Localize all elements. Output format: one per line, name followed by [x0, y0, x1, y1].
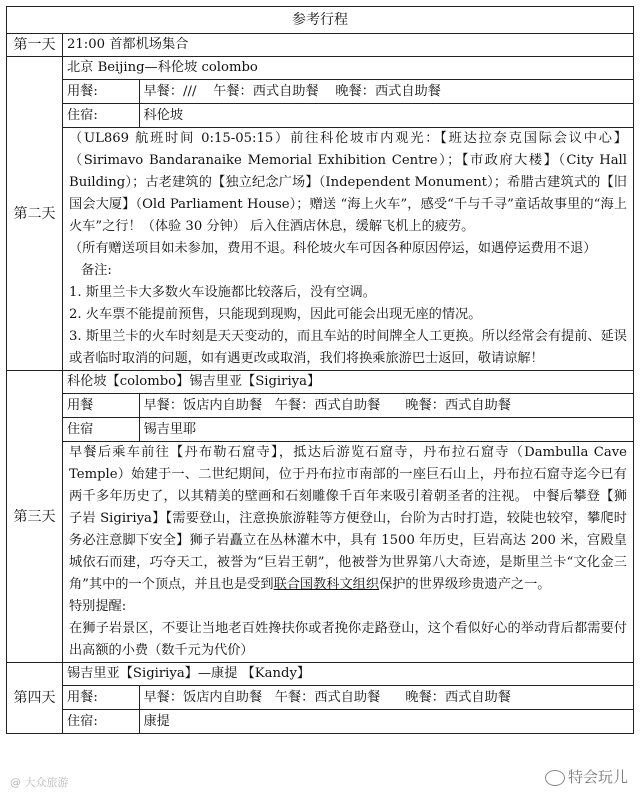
day2-meal-text: 早餐：/// 午餐：西式自助餐 晚餐：西式自助餐 — [143, 84, 441, 99]
day2-meal-label: 用餐: — [63, 80, 139, 104]
itinerary-page — [6, 6, 634, 734]
day3-stay-label: 住宿 — [63, 418, 139, 442]
day2-stay-text: 科伦坡 — [139, 104, 633, 128]
itinerary-title: 参考行程 — [7, 7, 634, 34]
day3-meal-text: 早餐：饭店内自助餐 午餐：西式自助餐 晚餐：西式自助餐 — [143, 398, 511, 413]
day3-tip-title: 特别提醒: — [69, 599, 127, 614]
day2-remark-item: 2. 火车票不能提前预售，只能现到现购，因此可能会出现无座的情况。 — [69, 307, 482, 322]
day4-meal-label: 用餐: — [63, 686, 139, 710]
day2-remark-title: 备注: — [81, 263, 112, 278]
weibo-watermark: @ 大众旅游 — [10, 776, 69, 789]
day2-stay-label: 住宿: — [63, 104, 139, 128]
day3-description — [69, 442, 627, 596]
day2-remark-item: 1. 斯里兰卡大多数火车设施都比较落后，没有空调。 — [69, 285, 376, 300]
day2-description: （UL869 航班时间 0:15-05:15）前往科伦坡市内观光：【班达拉奈克国际会议中心】（Sirimavo Bandaranaike Memorial Exhibition Centre）；【市政府大楼】（City Hall Building）；古老建筑的【独立纪念广场】（Independent Monument）；希腊古建筑式的【旧国会大厦】（Old Parliament House）；赠送 “海上火车”，感受“千与千寻”童话故事里的“海上火车”之行！（体验 30 分钟） 后入住酒店休息，缓解飞机上的疲劳。 — [69, 131, 627, 234]
day3-meal-label: 用餐 — [63, 394, 139, 418]
day4-meal-text: 早餐：饭店内自助餐 午餐：西式自助餐 晚餐：西式自助餐 — [143, 690, 511, 705]
wechat-watermark-text: 特会玩儿 — [567, 768, 628, 786]
day3-label: 第三天 — [7, 371, 63, 663]
day2-remark-item: 3. 斯里兰卡的火车时刻是天天变动的，而且车站的时间牌全人工更换。所以经常会有提前、延误或者临时取消的问题，如有遇更改或取消，我们将换乘旅游巴士返回，敬请谅解！ — [69, 329, 627, 366]
day2-details — [63, 128, 634, 371]
unesco-link[interactable]: 联合国教科文组织 — [273, 577, 380, 592]
day4-route: 锡吉里亚【Sigiriya】—康提 【Kandy】 — [63, 663, 634, 686]
day3-route: 科伦坡【colombo】锡吉里亚【Sigiriya】 — [63, 371, 634, 394]
day4-label: 第四天 — [7, 663, 63, 734]
day3-details — [63, 442, 634, 663]
day4-stay-label: 住宿: — [63, 710, 139, 734]
day4-meal-stay — [63, 686, 633, 733]
day2-meal-stay — [63, 80, 633, 127]
day1-text: 21:00 首都机场集合 — [63, 34, 634, 57]
day2-note: （所有赠送项目如未参加，费用不退。科伦坡火车可因各种原因停运，如遇停运费用不退） — [69, 241, 597, 256]
day3-desc-pre: 早餐后乘车前往【丹布勒石窟寺】，抵达后游览石窟寺，丹布拉石窟寺（Dambulla Cave Temple）始建于一、二世纪期间，位于丹布拉市南部的一座巨石山上，丹布拉石窟寺迄今已有两千多年历史了，以其精美的壁画和石刻雕像千百年来吸引着朝圣者的注视。 中餐后攀登【狮子岩 Sigiriya】【需要登山，注意换旅游鞋等方便登山，台阶为古时打造，较陡也较窄，攀爬时务必注意脚下安全】狮子岩矗立在丛林灌木中，具有 1500 年历史，巨岩高达 200 米，宫殿皇城依石而建，巧夺天工，被誉为“巨岩王朝”，他被誉为世界第八大奇迹，是斯里兰卡“文化金三角”其中的一个顶点，并且也是受到 — [69, 445, 627, 592]
day3-tip-text: 在狮子岩景区，不要让当地老百姓搀扶你或者挽你走路登山，这个看似好心的举动背后都需要付出高额的小费（数千元为代价） — [69, 621, 627, 658]
day2-route: 北京 Beijing—科伦坡 colombo — [63, 57, 634, 80]
wechat-icon — [545, 770, 565, 786]
day1-label: 第一天 — [7, 34, 63, 57]
day3-desc-post: 保护的世界级珍贵遗产之一。 — [379, 577, 551, 592]
day3-stay-text: 锡吉里耶 — [139, 418, 633, 442]
day4-stay-text: 康提 — [139, 710, 633, 734]
wechat-watermark — [545, 766, 628, 787]
itinerary-table — [6, 6, 634, 734]
day2-label: 第二天 — [7, 57, 63, 371]
day3-meal-stay — [63, 394, 633, 441]
